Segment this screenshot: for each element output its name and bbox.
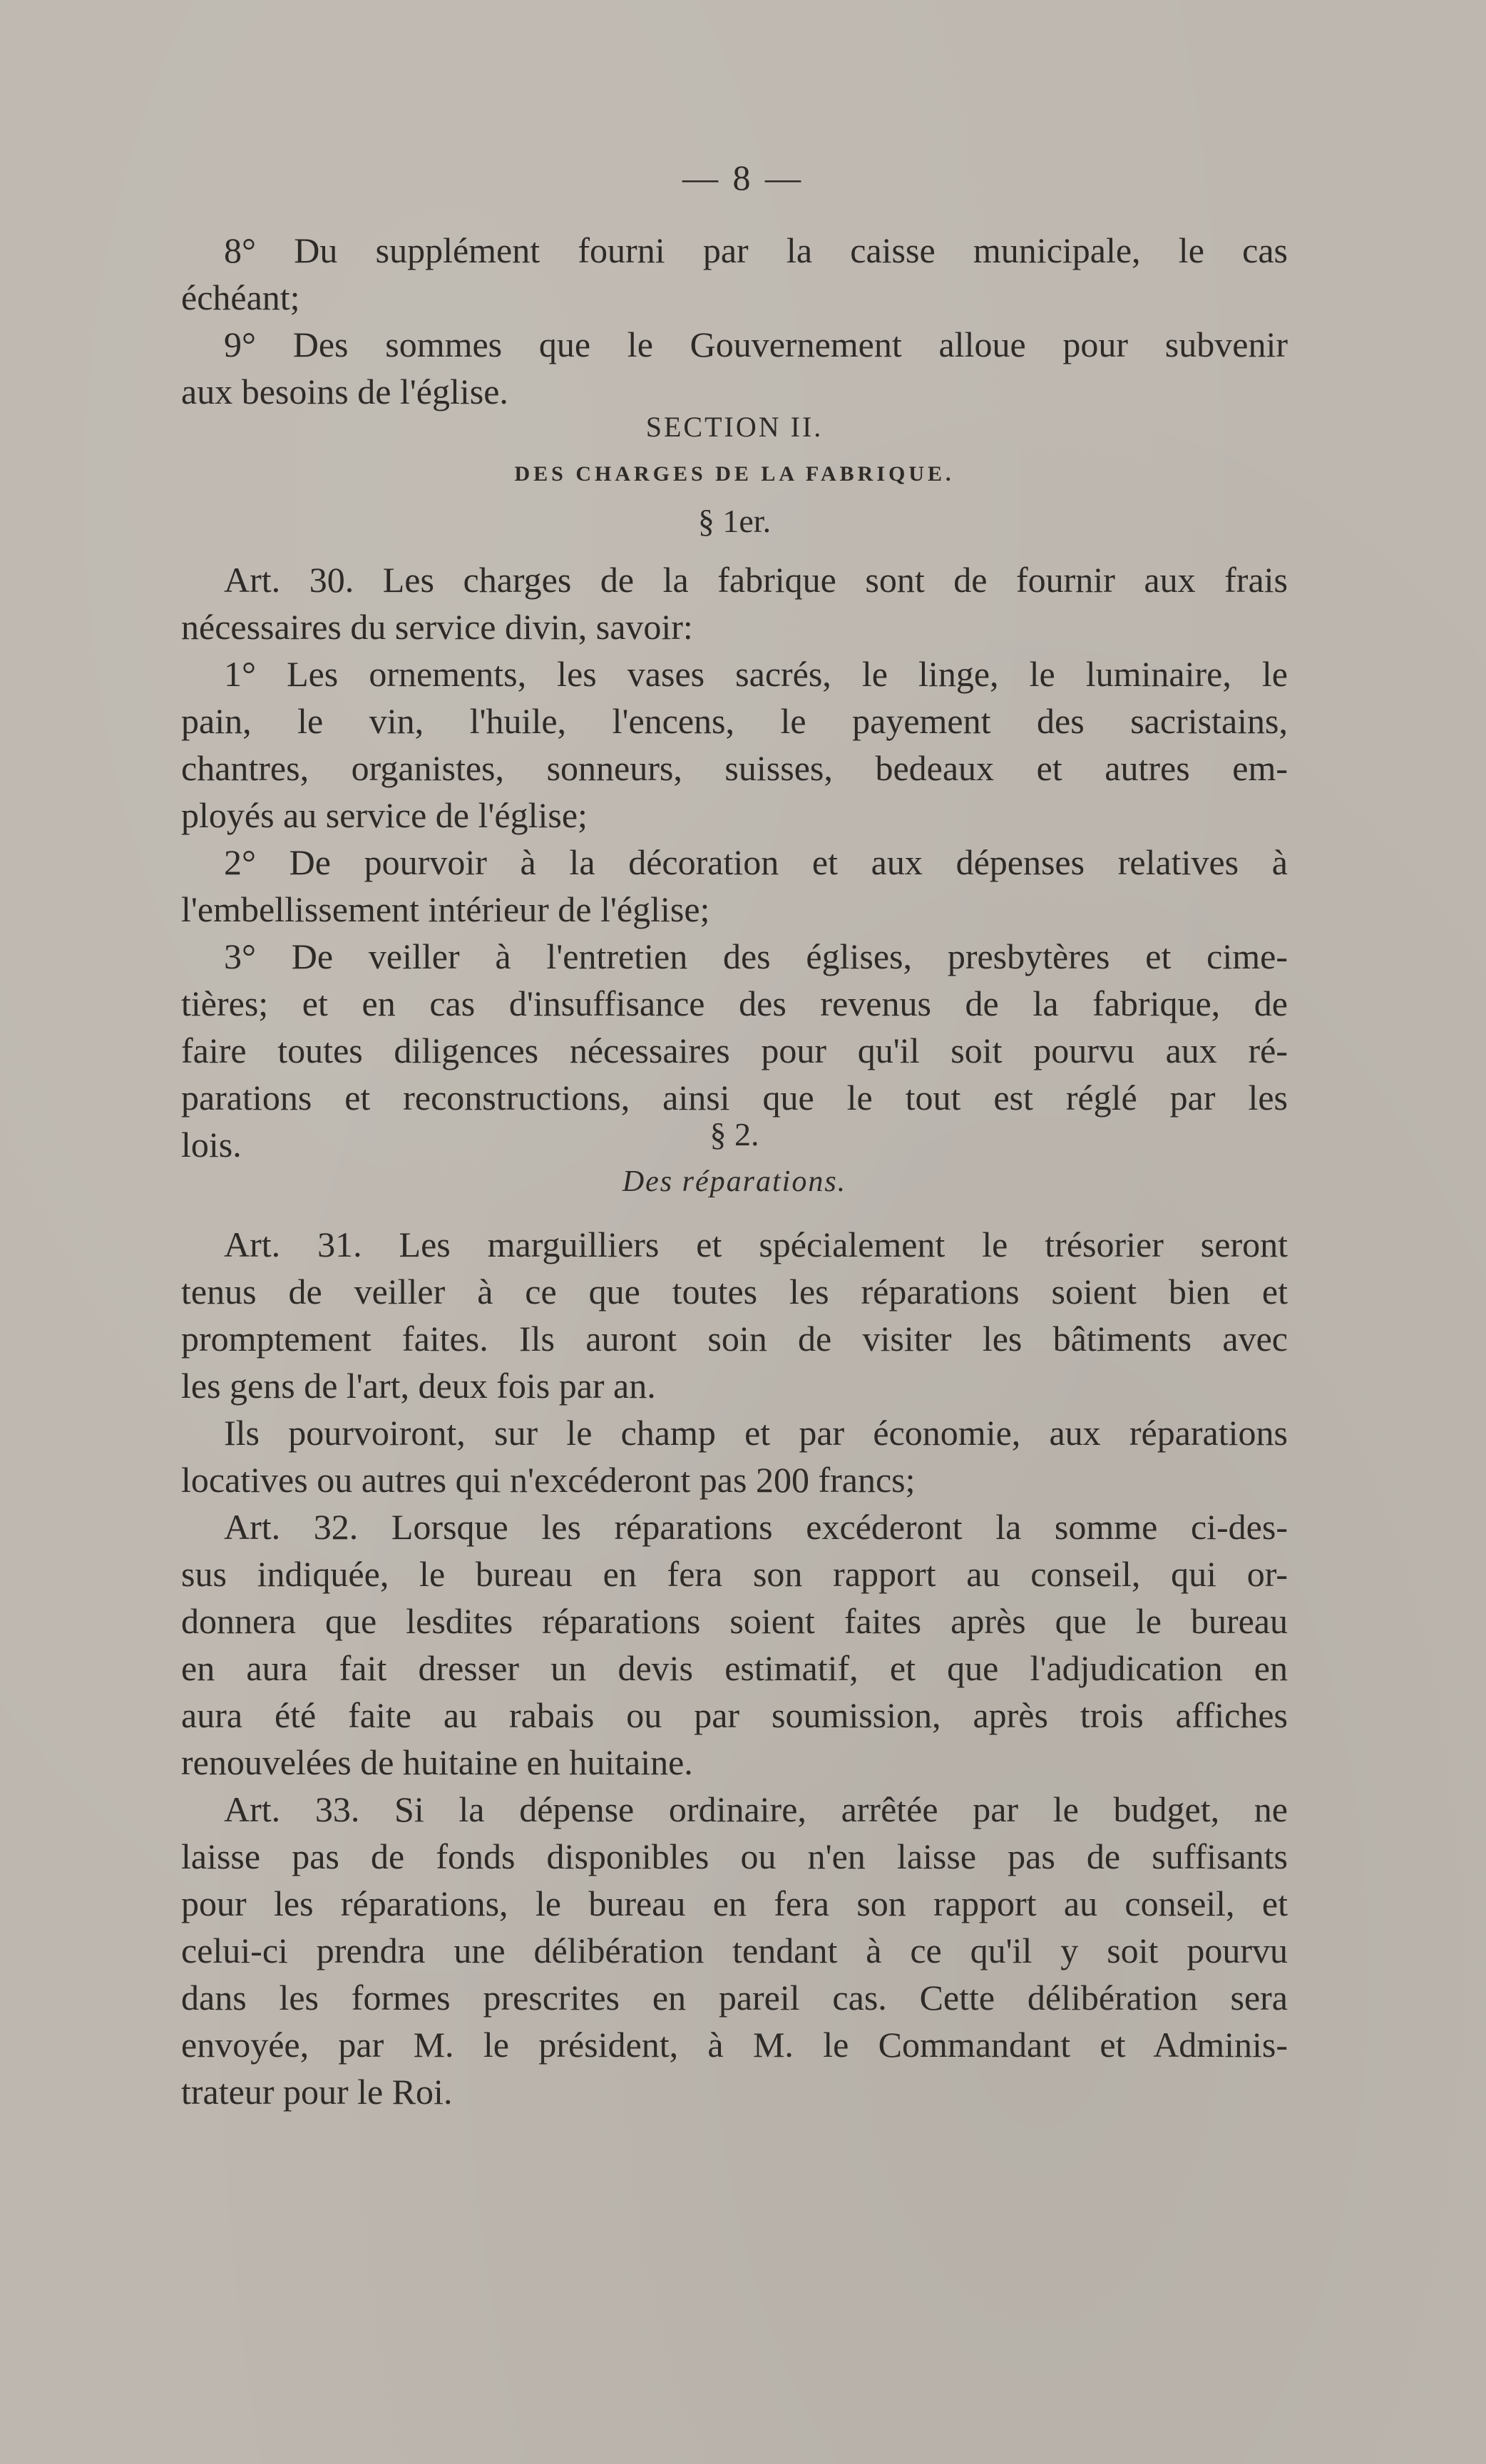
text-line: trateur pour le Roi. — [181, 2072, 453, 2112]
text-line: Art. 32. Lorsque les réparations excéderont la somme ci-des- — [224, 1507, 1288, 1547]
text-line: donnera que lesdites réparations soient faites après que le bureau — [181, 1601, 1288, 1641]
text-line: l'embellissement intérieur de l'église; — [181, 889, 710, 929]
text-line: tières; et en cas d'insuffisance des revenus de la fabrique, de — [181, 983, 1288, 1023]
text-line: pain, le vin, l'huile, l'encens, le payement des sacristains, — [181, 701, 1288, 741]
text-line: aura été faite au rabais ou par soumission, après trois affiches — [181, 1695, 1288, 1735]
section-heading — [181, 404, 1288, 545]
paragraph-mark-2: § 2. — [709, 1116, 759, 1152]
text-line: 9° Des sommes que le Gouvernement alloue pour subvenir — [224, 324, 1288, 364]
text-line: renouvelées de huitaine en huitaine. — [181, 1742, 693, 1782]
text-line: 8° Du supplément fourni par la caisse municipale, le cas — [224, 230, 1288, 270]
text-line: envoyée, par M. le président, à M. le Commandant et Adminis- — [181, 2025, 1288, 2065]
text-line: celui-ci prendra une délibération tendant à ce qu'il y soit pourvu — [181, 1931, 1288, 1970]
text-line: nécessaires du service divin, savoir: — [181, 607, 693, 647]
text-line: aux besoins de l'église. — [181, 372, 508, 411]
text-line: échéant; — [181, 277, 300, 317]
text-line: Art. 30. Les charges de la fabrique sont de fournir aux frais — [224, 560, 1288, 600]
text-line: promptement faites. Ils auront soin de visiter les bâtiments avec — [181, 1319, 1288, 1359]
text-block-repairs — [181, 1221, 1288, 2115]
text-line: 3° De veiller à l'entretien des églises, presbytères et cime- — [224, 936, 1288, 976]
text-line: 2° De pourvoir à la décoration et aux dépenses relatives à — [224, 842, 1288, 882]
text-line: Art. 31. Les marguilliers et spécialement le trésorier seront — [224, 1225, 1288, 1264]
text-line: locatives ou autres qui n'excéderont pas 200 francs; — [181, 1460, 916, 1500]
text-line: sus indiquée, le bureau en fera son rapport au conseil, qui or- — [181, 1554, 1288, 1594]
page-number: — 8 — — [682, 158, 804, 198]
text-line: tenus de veiller à ce que toutes les réparations soient bien et — [181, 1272, 1288, 1312]
text-line: parations et reconstructions, ainsi que le tout est réglé par les — [181, 1078, 1288, 1118]
text-line: pour les réparations, le bureau en fera son rapport au conseil, et — [181, 1883, 1288, 1923]
subsection-title: Des réparations. — [622, 1165, 847, 1198]
text-line: Ils pourvoiront, sur le champ et par économie, aux réparations — [224, 1413, 1288, 1453]
text-line: chantres, organistes, sonneurs, suisses, bedeaux et autres em- — [181, 748, 1288, 788]
text-line: les gens de l'art, deux fois par an. — [181, 1366, 656, 1406]
text-line: faire toutes diligences nécessaires pour qu'il soit pourvu aux ré- — [181, 1031, 1288, 1070]
text-line: lois. — [181, 1125, 242, 1165]
text-line: Art. 33. Si la dépense ordinaire, arrêtée par le budget, ne — [224, 1789, 1288, 1829]
paragraph-mark-1: § 1er. — [697, 503, 772, 539]
text-line: laisse pas de fonds disponibles ou n'en laisse pas de suffisants — [181, 1836, 1288, 1876]
section-subtitle: DES CHARGES DE LA FABRIQUE. — [514, 462, 955, 486]
section-title: SECTION II. — [645, 411, 824, 443]
text-block-charges — [181, 556, 1288, 1168]
text-line: en aura fait dresser un devis estimatif, et que l'adjudication en — [181, 1648, 1288, 1688]
subsection-heading — [181, 1111, 1288, 1205]
text-block-revenues — [181, 227, 1288, 415]
text-line: ployés au service de l'église; — [181, 795, 588, 835]
text-line: dans les formes prescrites en pareil cas. Cette délibération sera — [181, 1978, 1288, 2018]
text-line: 1° Les ornements, les vases sacrés, le linge, le luminaire, le — [224, 654, 1288, 694]
